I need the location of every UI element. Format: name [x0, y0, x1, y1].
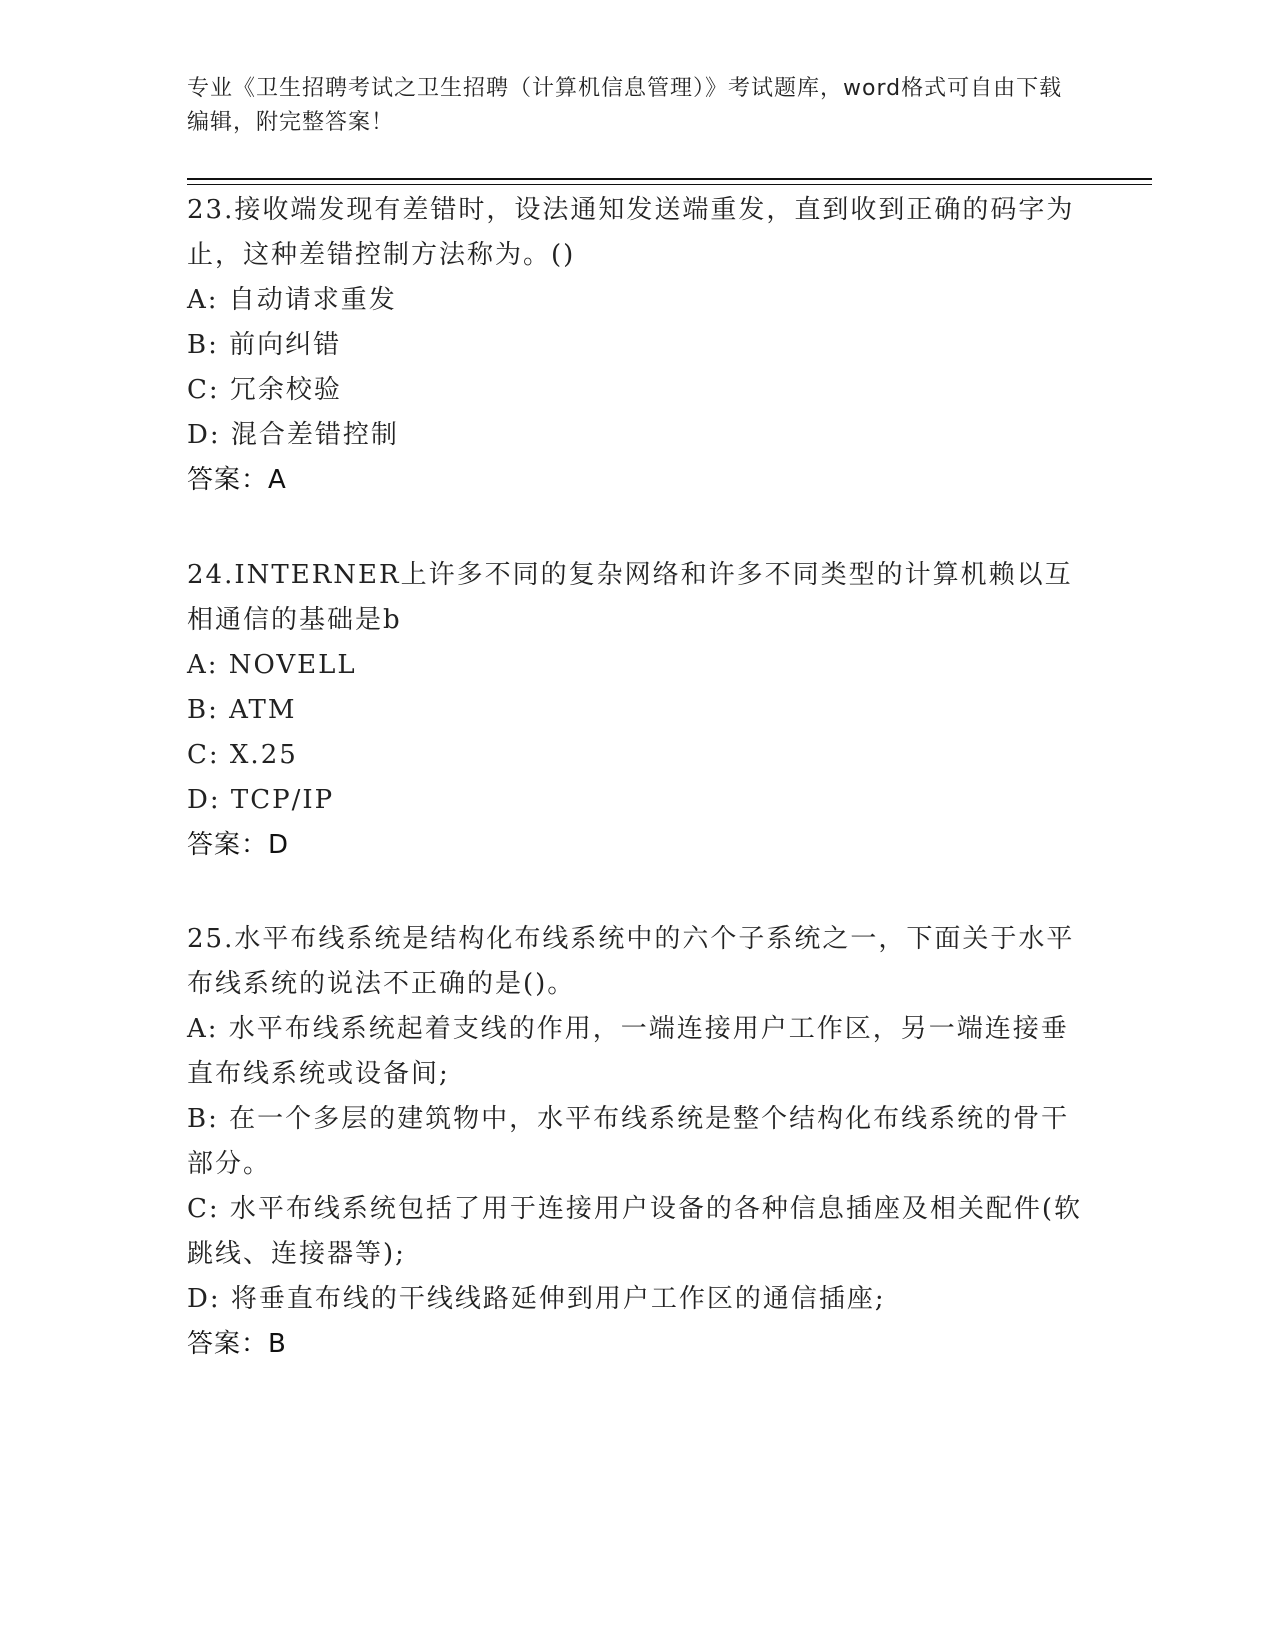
answer: 答案：B: [187, 1329, 287, 1359]
option-d: D: TCP/IP: [187, 785, 335, 815]
option-b: B: ATM: [187, 695, 297, 725]
option-c: C: X.25: [187, 740, 298, 770]
option-a: A: NOVELL: [187, 650, 357, 680]
option-a: A: 自动请求重发: [187, 285, 397, 315]
question-23: [187, 188, 1087, 503]
option-d: D: 将垂直布线的干线线路延伸到用户工作区的通信插座;: [187, 1284, 886, 1314]
question-stem: 23.接收端发现有差错时，设法通知发送端重发，直到收到正确的码字为止，这种差错控制方法称为。(): [187, 195, 1075, 270]
option-d: D: 混合差错控制: [187, 420, 399, 450]
option-b: B: 前向纠错: [187, 330, 342, 360]
option-c: C: 水平布线系统包括了用于连接用户设备的各种信息插座及相关配件(软跳线、连接器等);: [187, 1194, 1083, 1269]
header-divider-thick: [187, 178, 1152, 180]
page-header: 专业《卫生招聘考试之卫生招聘（计算机信息管理）》考试题库，word格式可自由下载编辑，附完整答案！: [187, 76, 1063, 135]
header-divider-thin: [187, 184, 1152, 185]
question-stem: 24.INTERNER上许多不同的复杂网络和许多不同类型的计算机赖以互相通信的基础是b: [187, 560, 1073, 635]
option-a: A: 水平布线系统起着支线的作用，一端连接用户工作区，另一端连接垂直布线系统或设备间;: [187, 1014, 1069, 1089]
question-stem: 25.水平布线系统是结构化布线系统中的六个子系统之一，下面关于水平布线系统的说法不正确的是()。: [187, 924, 1075, 999]
answer: 答案：A: [187, 465, 287, 495]
question-25: [187, 917, 1087, 1367]
option-b: B: 在一个多层的建筑物中，水平布线系统是整个结构化布线系统的骨干部分。: [187, 1104, 1070, 1179]
option-c: C: 冗余校验: [187, 375, 342, 405]
answer: 答案：D: [187, 830, 290, 860]
question-24: [187, 553, 1087, 868]
